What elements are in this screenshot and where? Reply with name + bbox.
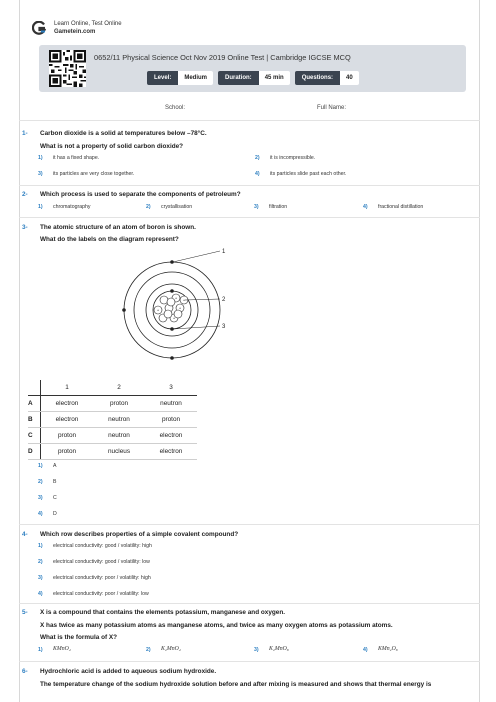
diagram-label: 2 <box>222 297 226 303</box>
table-cell: proton <box>41 428 94 444</box>
option-text[interactable]: electrical conductivity: good / volatility: high <box>53 543 152 549</box>
qr-code-icon <box>49 50 86 87</box>
option-number[interactable]: 4) <box>38 591 43 597</box>
level-badge <box>147 71 213 85</box>
option-number[interactable]: 3) <box>38 171 43 177</box>
option-number[interactable]: 2) <box>38 559 43 565</box>
option-number[interactable]: 4) <box>363 647 368 653</box>
brand-site[interactable]: Gametein.com <box>54 29 96 35</box>
test-header <box>39 45 466 92</box>
table-cell: proton <box>145 412 197 428</box>
option-text[interactable]: it is incompressible. <box>270 155 316 161</box>
option-text[interactable]: A <box>53 463 57 469</box>
table-cell: neutron <box>93 428 145 444</box>
option-text[interactable]: KMnO₄ <box>53 646 71 652</box>
table-cell: proton <box>93 396 145 412</box>
table-cell: electron <box>145 428 197 444</box>
school-label: School: <box>165 105 186 111</box>
question-number: 1- <box>22 130 28 137</box>
option-number[interactable]: 2) <box>38 479 43 485</box>
fullname-label: Full Name: <box>317 105 347 111</box>
answer-table <box>28 380 197 460</box>
table-row <box>28 412 197 428</box>
table-header: 1 <box>41 380 94 396</box>
test-badges <box>147 71 364 85</box>
question-text: What is not a property of solid carbon dioxide? <box>40 143 184 150</box>
option-number[interactable]: 4) <box>38 511 43 517</box>
question-number: 3- <box>22 224 28 231</box>
option-number[interactable]: 2) <box>146 647 151 653</box>
level-value: Medium <box>178 71 213 85</box>
table-header-row <box>28 380 197 396</box>
brand-text <box>54 20 122 36</box>
option-number[interactable]: 3) <box>254 204 259 210</box>
table-row <box>28 396 197 412</box>
question-text: The temperature change of the sodium hydroxide solution before and after mixing is measured and shows that thermal energy is <box>40 681 432 688</box>
question-number: 2- <box>22 191 28 198</box>
table-row <box>28 428 197 444</box>
question-number: 6- <box>22 668 28 675</box>
svg-text:+: + <box>156 307 160 313</box>
option-text[interactable]: filtration <box>269 204 288 210</box>
table-cell: A <box>28 396 41 412</box>
table-cell: electron <box>41 412 94 428</box>
option-number[interactable]: 1) <box>38 204 43 210</box>
question-text: Which process is used to separate the components of petroleum? <box>40 191 241 198</box>
divider <box>19 661 480 662</box>
option-text[interactable]: K₂MnO₈ <box>269 646 289 652</box>
option-number[interactable]: 3) <box>254 647 259 653</box>
option-text[interactable]: its particles slide past each other. <box>270 171 347 177</box>
duration-badge <box>218 71 290 85</box>
brand[interactable] <box>32 20 122 36</box>
diagram-label: 1 <box>222 249 226 255</box>
table-cell: neutron <box>145 396 197 412</box>
option-text[interactable]: it has a fixed shape. <box>53 155 100 161</box>
questions-label: Questions: <box>295 71 340 85</box>
table-cell: D <box>28 444 41 460</box>
divider <box>19 217 480 218</box>
option-number[interactable]: 3) <box>38 495 43 501</box>
duration-value: 45 min <box>259 71 290 85</box>
question-text: The atomic structure of an atom of boron is shown. <box>40 224 196 231</box>
option-text[interactable]: KMn₂O₈ <box>378 646 398 652</box>
svg-text:+: + <box>172 315 176 321</box>
question-text: What is the formula of X? <box>40 634 118 641</box>
svg-text:+: + <box>182 297 186 303</box>
svg-text:+: + <box>174 295 178 301</box>
option-number[interactable]: 1) <box>38 647 43 653</box>
question-text: Which row describes properties of a simple covalent compound? <box>40 531 239 538</box>
option-text[interactable]: D <box>53 511 57 517</box>
option-text[interactable]: C <box>53 495 57 501</box>
table-row <box>28 444 197 460</box>
option-number[interactable]: 1) <box>38 463 43 469</box>
duration-label: Duration: <box>218 71 259 85</box>
table-cell: neutron <box>93 412 145 428</box>
table-cell: B <box>28 412 41 428</box>
option-text[interactable]: B <box>53 479 57 485</box>
questions-badge <box>295 71 359 85</box>
option-number[interactable]: 4) <box>363 204 368 210</box>
table-cell: proton <box>41 444 94 460</box>
question-text: Carbon dioxide is a solid at temperatures below –78°C. <box>40 130 207 137</box>
divider <box>19 185 480 186</box>
option-text[interactable]: K₂MnO₄ <box>161 646 181 652</box>
question-text: X is a compound that contains the elements potassium, manganese and oxygen. <box>40 609 286 616</box>
option-text[interactable]: electrical conductivity: poor / volatility: high <box>53 575 151 581</box>
option-number[interactable]: 2) <box>146 204 151 210</box>
option-number[interactable]: 1) <box>38 543 43 549</box>
table-header <box>28 380 41 396</box>
question-text: Hydrochloric acid is added to aqueous sodium hydroxide. <box>40 668 217 675</box>
table-header: 3 <box>145 380 197 396</box>
boron-atom-diagram <box>120 242 245 367</box>
table-header: 2 <box>93 380 145 396</box>
option-text[interactable]: crystallisation <box>161 204 193 210</box>
questions-value: 40 <box>340 71 359 85</box>
question-number: 4- <box>22 531 28 538</box>
table-cell: nucleus <box>93 444 145 460</box>
question-text: What do the labels on the diagram represent? <box>40 236 179 243</box>
divider <box>19 524 480 525</box>
option-text[interactable]: its particles are very close together. <box>53 171 135 177</box>
table-cell: electron <box>41 396 94 412</box>
brand-tagline: Learn Online, Test Online <box>54 21 122 27</box>
question-number: 5- <box>22 609 28 616</box>
option-number[interactable]: 1) <box>38 155 43 161</box>
gametein-logo-icon <box>32 21 46 35</box>
divider <box>19 603 480 604</box>
diagram-label: 3 <box>222 324 226 330</box>
divider <box>19 120 480 121</box>
option-number[interactable]: 4) <box>255 171 260 177</box>
option-text[interactable]: electrical conductivity: poor / volatility: low <box>53 591 149 597</box>
table-cell: C <box>28 428 41 444</box>
level-label: Level: <box>147 71 178 85</box>
table-cell: electron <box>145 444 197 460</box>
option-text[interactable]: chromatography <box>53 204 91 210</box>
option-text[interactable]: electrical conductivity: good / volatility: low <box>53 559 150 565</box>
svg-text:+: + <box>178 305 182 311</box>
option-number[interactable]: 3) <box>38 575 43 581</box>
test-title: 0652/11 Physical Science Oct Nov 2019 Online Test | Cambridge IGCSE MCQ <box>94 53 351 62</box>
option-text[interactable]: fractional distillation <box>378 204 424 210</box>
question-text: X has twice as many potassium atoms as manganese atoms, and twice as many oxygen atoms as potassium atoms. <box>40 622 393 629</box>
option-number[interactable]: 2) <box>255 155 260 161</box>
